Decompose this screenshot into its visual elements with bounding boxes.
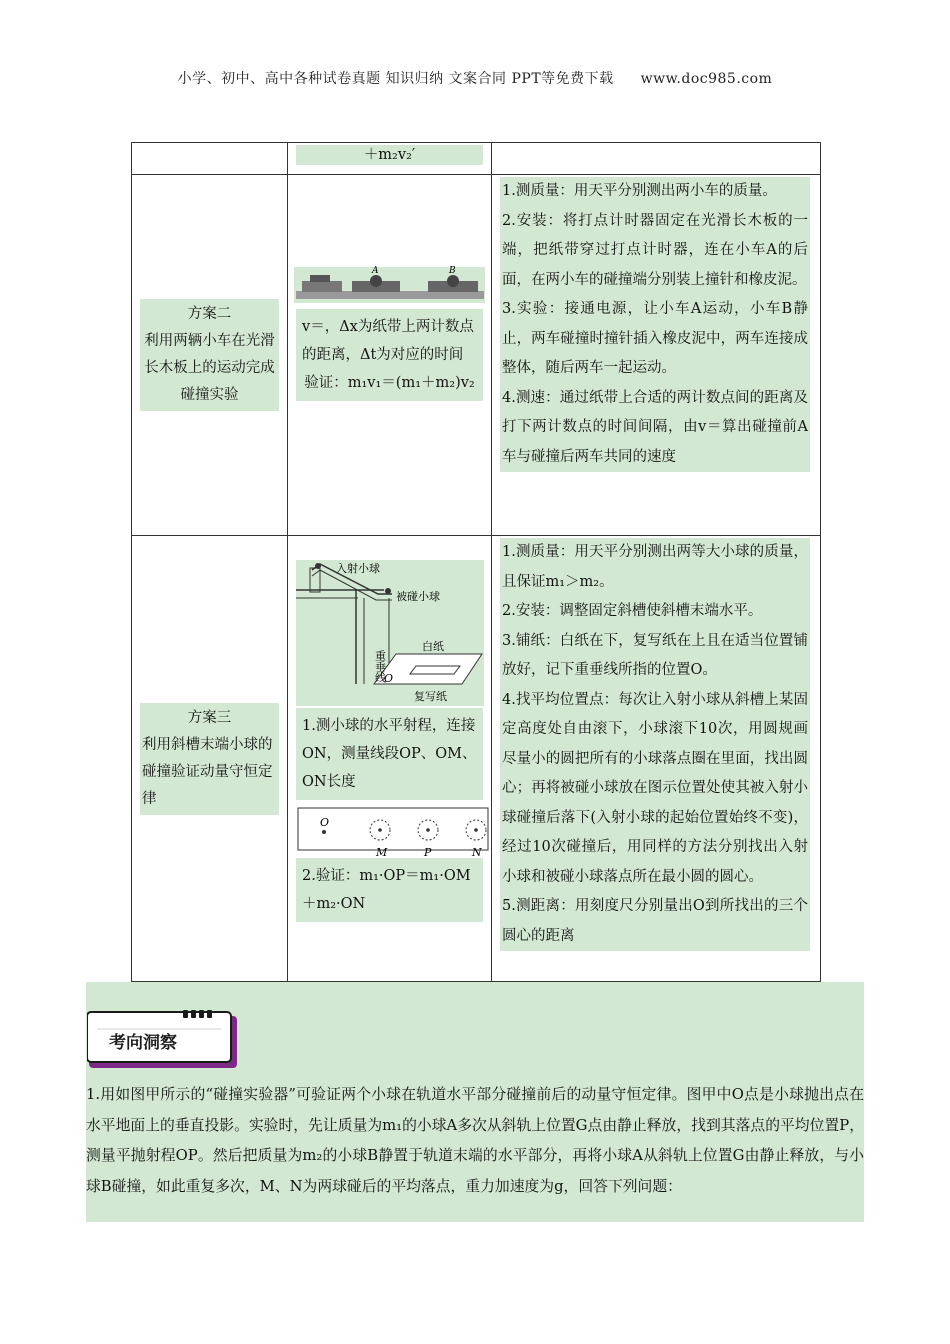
badge-line (97, 1028, 221, 1030)
plan-description: 利用两辆小车在光滑长木板上的运动完成碰撞实验 (144, 333, 275, 403)
steps-cell (492, 175, 821, 536)
label-carbon: 复写纸 (414, 690, 447, 703)
table-cell (492, 143, 821, 175)
page-header (0, 68, 950, 88)
label-incident: 入射小球 (336, 562, 380, 575)
header-url[interactable]: www.doc985.com (640, 71, 773, 87)
step-item: 3.铺纸：白纸在下，复写纸在上且在适当位置铺放好，记下重垂线所指的位置O。 (502, 632, 808, 678)
step-item: 4.测速：通过纸带上合适的两计数点间的距离及打下两计数点的时间间隔，由v＝算出碰撞前A车与碰撞后两车共同的速度 (502, 389, 808, 465)
plan-cell (132, 175, 288, 536)
step-item: 3.实验：接通电源，让小车A运动，小车B静止，两车碰撞时撞针插入橡皮泥中，两车连接成整体，随后两车一起运动。 (502, 301, 808, 376)
steps-cell (492, 536, 821, 982)
point-p-dot (426, 828, 430, 832)
paper-strip (298, 808, 488, 850)
figure-cell (288, 175, 492, 536)
step-item: 2.安装：调整固定斜槽使斜槽末端水平。 (502, 603, 763, 619)
point-n: N (472, 846, 482, 858)
cart-b-weight (447, 275, 459, 287)
step-item: 1.测质量：用天平分别测出两等大小球的质量，且保证m₁＞m₂。 (502, 544, 808, 590)
plan-two-box (140, 299, 279, 411)
section-badge (87, 1010, 239, 1070)
question-text: 1.用如图甲所示的“碰撞实验器”可验证两个小球在轨道水平部分碰撞前后的动量守恒定律。图甲中O点是小球抛出点在水平地面上的垂直投影。实验时，先让质量为m₁的小球A多次从斜轨上位置G点由静止释放，找到其落点的平均位置P，测量平抛射程OP。然后把质量为m₂的小球B静置于轨道末端的水平部分，再将小球A从斜轨上位置G由静止释放，与小球B碰撞，如此重复多次，M、N为两球碰后的平均落点，重力加速度为g，回答下列问题： (86, 1086, 864, 1195)
table-row (132, 143, 821, 175)
plan-three-box (140, 703, 279, 815)
plan-three-steps (500, 538, 810, 951)
step-item: 5.测距离：用刻度尺分别量出O到所找出的三个圆心的距离 (502, 898, 808, 944)
cart-label-b: B (449, 266, 456, 276)
cart-a-weight (370, 275, 382, 287)
table-row (132, 536, 821, 982)
point-o: O (320, 816, 330, 829)
chute-figure (288, 558, 491, 708)
measure-text: 1.测小球的水平射程，连接ON，测量线段OP、OM、ON长度 (296, 708, 483, 800)
plan-description: 利用斜槽末端小球的碰撞验证动量守恒定律 (142, 736, 273, 807)
incident-ball (315, 563, 321, 569)
landing-points-figure (288, 804, 491, 858)
track-board (296, 291, 484, 299)
table-cell (132, 143, 288, 175)
velocity-explanation (296, 309, 483, 401)
table-row (132, 175, 821, 536)
cart-label-a: A (372, 266, 379, 276)
momentum-verify: 验证：m₁v₁＝(m₁＋m₂)v₂ (304, 375, 475, 391)
carts-figure (288, 261, 491, 309)
plan-two-steps (500, 177, 810, 472)
step-item: 4.找平均位置点：每次让入射小球从斜槽上某固定高度处自由滚下，小球滚下10次，用圆规画尽量小的圆把所有的小球落点圈在里面，找出圆心；再将被碰小球放在图示位置处使其被入射小球碰撞后落下(入射小球的起始位置始终不变)，经过10次碰撞后，用同样的方法分别找出入射小球和被碰小球落点所在最小圆的圆心。 (502, 691, 808, 885)
plan-three-verify: 2.验证：m₁·OP＝m₁·OM＋m₂·ON (296, 858, 483, 922)
point-p: P (424, 846, 432, 858)
step-item: 1.测质量：用天平分别测出两小车的质量。 (502, 183, 777, 199)
plan-title: 方案三 (187, 709, 232, 726)
figure-cell (288, 536, 492, 982)
timer-top (310, 275, 330, 282)
label-plumb: 重垂线 (373, 650, 387, 683)
point-m: M (376, 846, 388, 858)
velocity-text: v＝，Δx为纸带上两计数点的距离，Δt为对应的时间 (302, 319, 474, 363)
label-target: 被碰小球 (396, 590, 440, 603)
point-o-dot (322, 830, 326, 834)
badge-face (87, 1012, 231, 1062)
timer (302, 281, 342, 292)
experiment-table (131, 142, 821, 982)
table-cell (288, 143, 492, 175)
label-white: 白纸 (422, 640, 444, 653)
plan-cell (132, 536, 288, 982)
badge-label: 考向洞察 (109, 1033, 177, 1053)
point-m-dot (378, 828, 382, 832)
carbon-paper (410, 666, 460, 674)
label-o: O (384, 672, 394, 685)
target-ball (385, 588, 391, 594)
formula-continuation: ＋m₂v₂′ (296, 145, 483, 165)
point-n-dot (474, 828, 478, 832)
plan-title: 方案二 (187, 306, 232, 322)
step-item: 2.安装：将打点计时器固定在光滑长木板的一端，把纸带穿过打点计时器，连在小车A的后面，在两小车的碰撞端分别装上撞针和橡皮泥。 (502, 212, 808, 288)
header-text: 小学、初中、高中各种试卷真题 知识归纳 文案合同 PPT等免费下载 (177, 71, 614, 87)
